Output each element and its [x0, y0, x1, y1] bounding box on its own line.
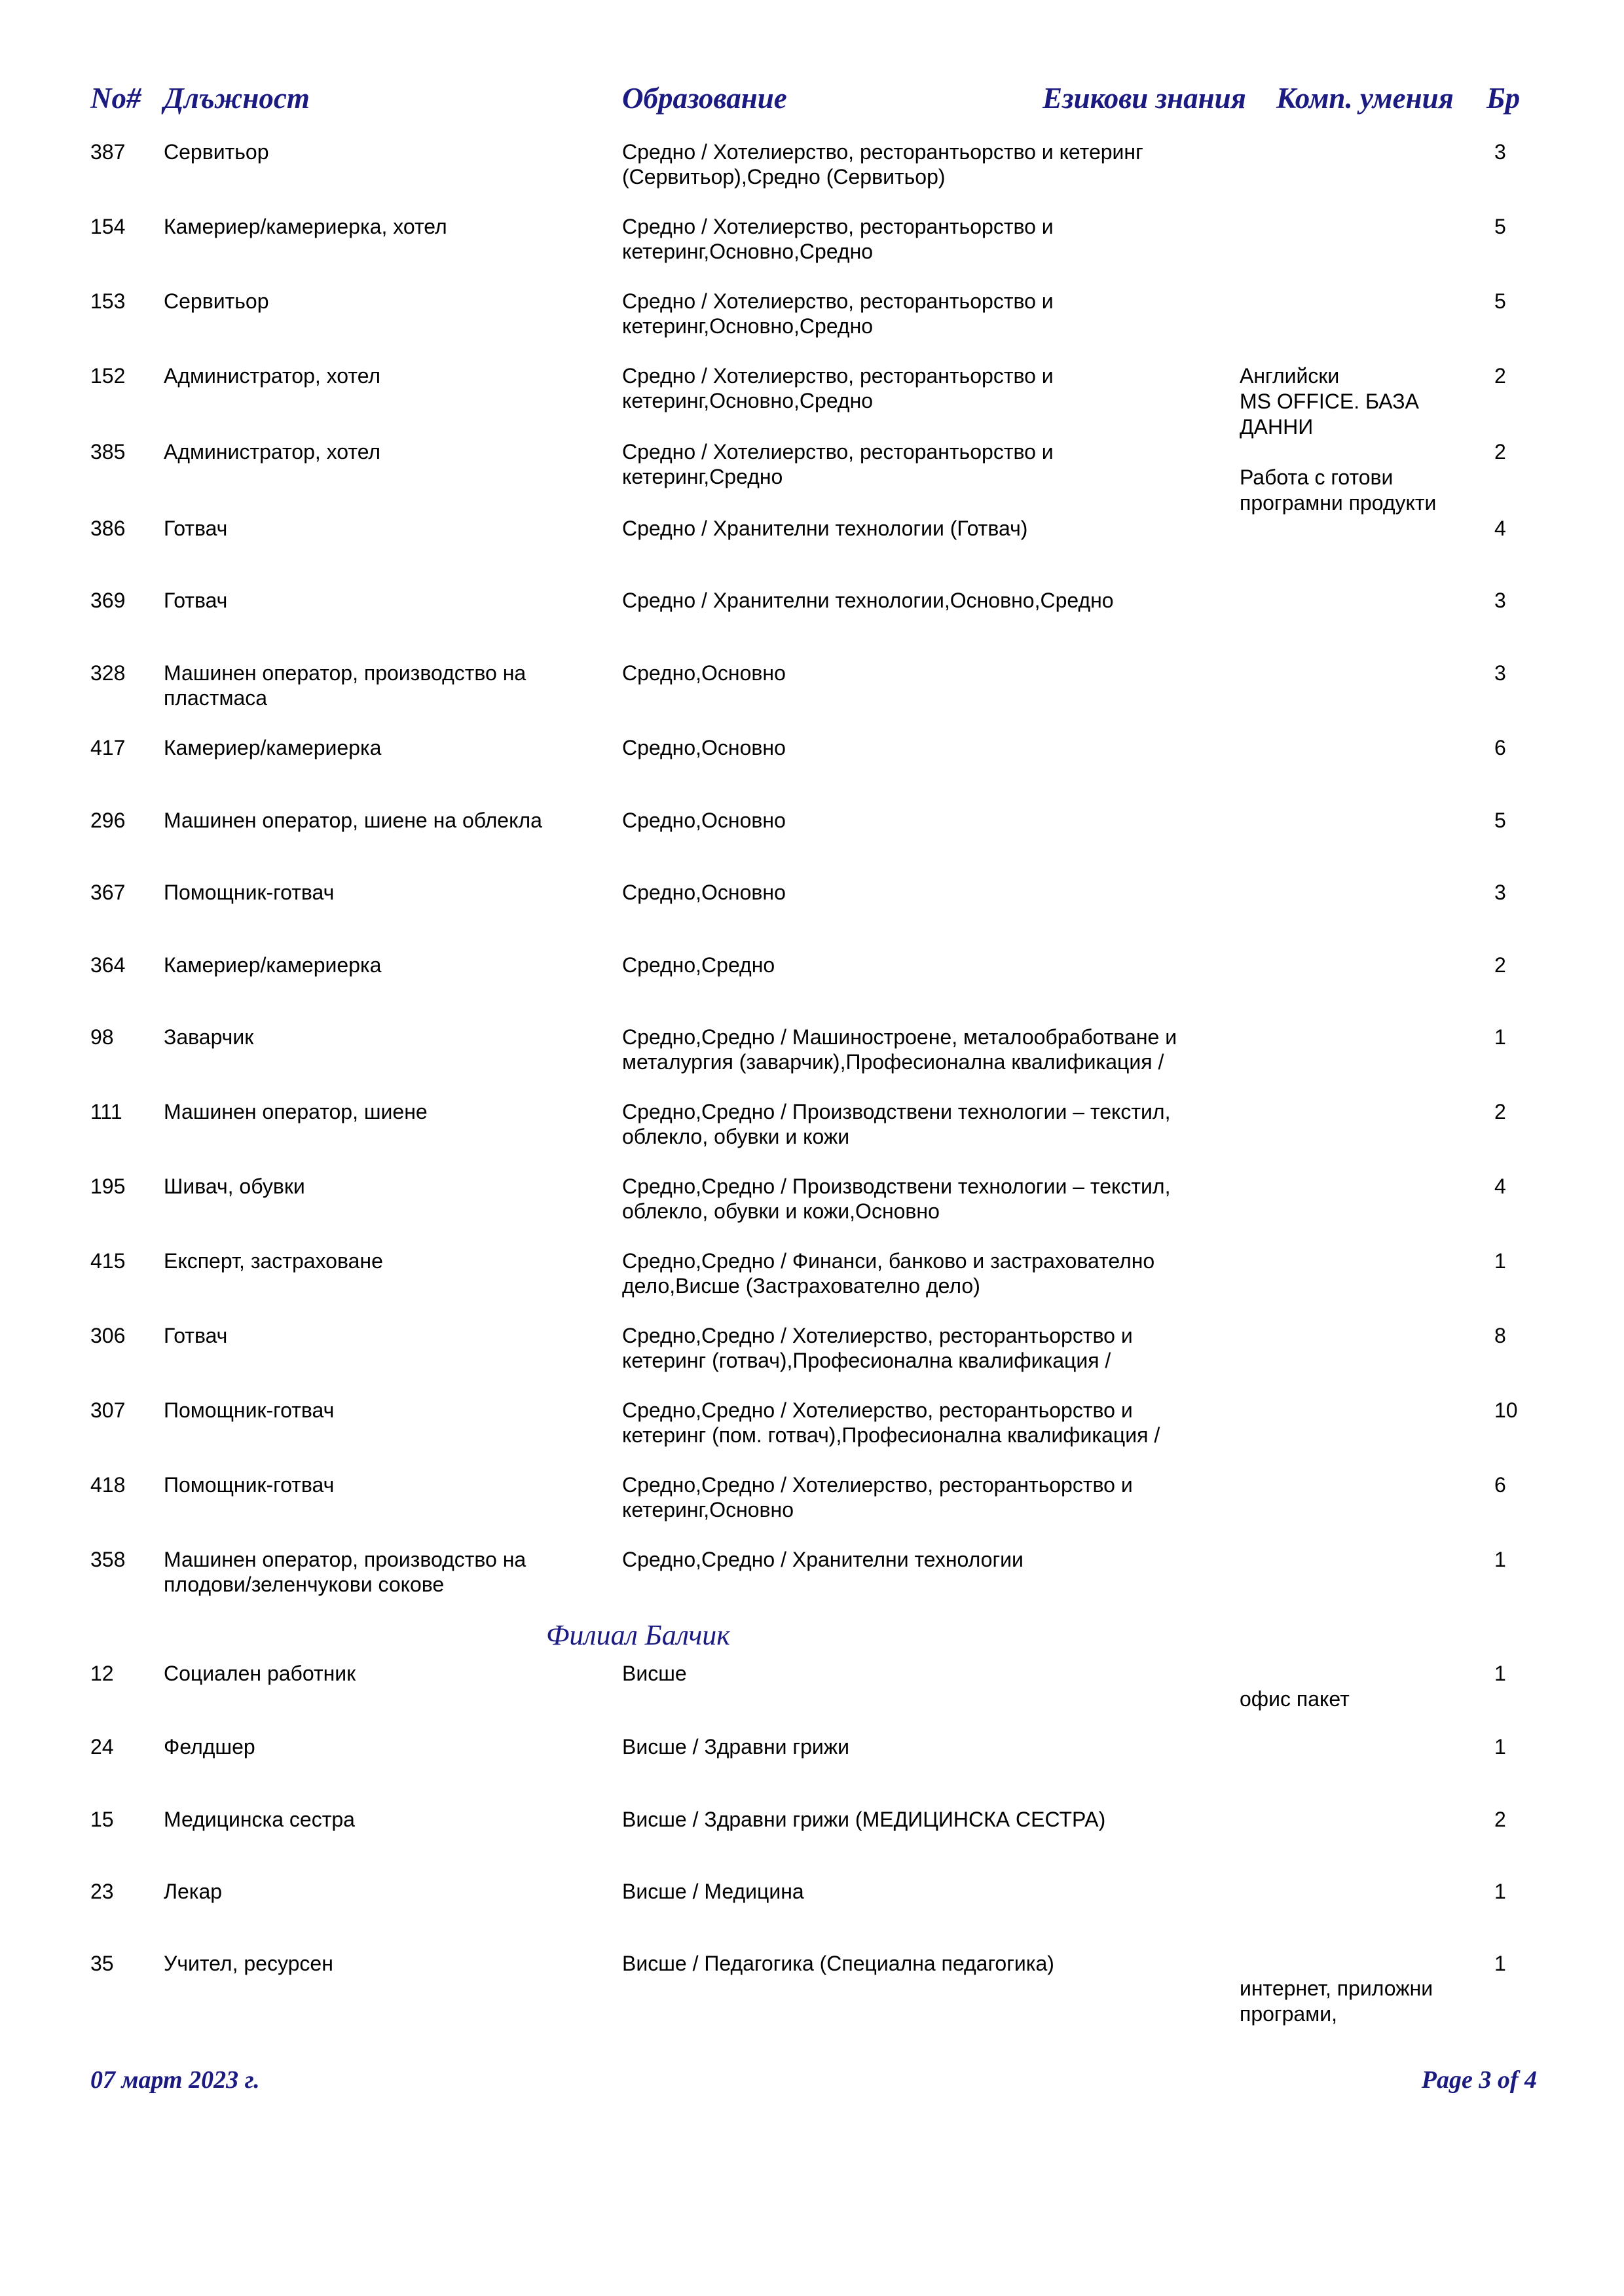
- row-number: 307: [90, 1398, 126, 1422]
- table-row: [0, 1734, 1624, 1800]
- branch-title: Филиал Балчик: [546, 1619, 730, 1651]
- row-number: 98: [90, 1025, 114, 1049]
- skills-note: Работа с готови: [1240, 465, 1393, 489]
- row-number: 415: [90, 1249, 126, 1273]
- row-position: Готвач: [164, 517, 228, 540]
- row-count: 1: [1494, 1735, 1506, 1758]
- skills-note: програми,: [1240, 2002, 1337, 2026]
- row-education: кетеринг (пом. готвач),Професионална квалификация /: [622, 1423, 1160, 1447]
- table-row: [0, 1174, 1624, 1246]
- table-row: [0, 1323, 1624, 1395]
- row-number: 111: [90, 1100, 122, 1123]
- row-position: Лекар: [164, 1880, 223, 1903]
- row-education: Средно / Хотелиерство, ресторантьорство и: [622, 364, 1054, 388]
- row-position: Камериер/камериерка: [164, 736, 382, 759]
- row-education: Средно,Основно: [622, 661, 786, 685]
- row-position: Машинен оператор, шиене: [164, 1100, 428, 1123]
- table-row: [0, 953, 1624, 1018]
- row-education: Средно,Средно / Машиностроене, металообработване и: [622, 1025, 1177, 1049]
- row-position: Готвач: [164, 589, 228, 612]
- row-position: Сервитьор: [164, 289, 269, 313]
- row-education: Средно,Основно: [622, 736, 786, 759]
- row-number: 367: [90, 881, 126, 904]
- table-row: [0, 588, 1624, 653]
- header-count: Бр: [1486, 82, 1521, 115]
- skills-note: офис пакет: [1240, 1687, 1350, 1711]
- row-position: Камериер/камериерка: [164, 953, 382, 977]
- row-count: 1: [1494, 1249, 1506, 1273]
- skills-note: ДАННИ: [1240, 415, 1314, 439]
- row-position: Машинен оператор, шиене на облекла: [164, 809, 542, 832]
- row-number: 23: [90, 1880, 114, 1903]
- table-row: [0, 1398, 1624, 1470]
- row-count: 5: [1494, 809, 1506, 832]
- row-education: Висше / Медицина: [622, 1880, 804, 1903]
- row-position: Заварчик: [164, 1025, 254, 1049]
- row-education: Средно,Средно: [622, 953, 775, 977]
- row-number: 15: [90, 1808, 114, 1831]
- row-education: (Сервитьор),Средно (Сервитьор): [622, 165, 946, 189]
- table-row: [0, 1248, 1624, 1321]
- row-education: дело,Висше (Застрахователно дело): [622, 1274, 980, 1298]
- row-education: Средно,Средно / Хотелиерство, ресторантьорство и: [622, 1473, 1133, 1497]
- row-number: 152: [90, 364, 126, 388]
- table-row: [0, 1025, 1624, 1097]
- row-education: Средно,Средно / Хранителни технологии: [622, 1548, 1024, 1571]
- row-number: 154: [90, 215, 126, 238]
- row-number: 12: [90, 1662, 114, 1685]
- row-number: 195: [90, 1175, 126, 1198]
- row-education: Средно / Хранителни технологии (Готвач): [622, 517, 1028, 540]
- table-row: [0, 139, 1624, 211]
- row-number: 296: [90, 809, 126, 832]
- row-number: 385: [90, 440, 126, 464]
- skills-note: Английски: [1240, 364, 1340, 388]
- row-number: 418: [90, 1473, 126, 1497]
- row-education: кетеринг (готвач),Професионална квалификация /: [622, 1349, 1111, 1372]
- row-education: Средно,Средно / Хотелиерство, ресторантьорство и: [622, 1324, 1133, 1347]
- row-education: Средно / Хотелиерство, ресторантьорство и: [622, 289, 1054, 313]
- footer-page-number: Page 3 of 4: [1421, 2066, 1537, 2094]
- header-no: No#: [90, 82, 141, 115]
- row-count: 5: [1494, 289, 1506, 313]
- row-count: 2: [1494, 440, 1506, 464]
- row-education: Средно,Основно: [622, 809, 786, 832]
- row-number: 387: [90, 140, 126, 164]
- row-position: Фелдшер: [164, 1735, 255, 1758]
- row-count: 3: [1494, 589, 1506, 612]
- row-position: Готвач: [164, 1324, 228, 1347]
- table-row: [0, 1879, 1624, 1944]
- row-count: 2: [1494, 364, 1506, 388]
- row-count: 5: [1494, 215, 1506, 238]
- row-count: 2: [1494, 1100, 1506, 1123]
- row-number: 328: [90, 661, 126, 685]
- table-row: [0, 214, 1624, 286]
- row-position: Медицинска сестра: [164, 1808, 355, 1831]
- row-position: Помощник-готвач: [164, 1473, 335, 1497]
- row-number: 386: [90, 517, 126, 540]
- row-education: Средно,Средно / Финанси, банково и застрахователно: [622, 1249, 1155, 1273]
- row-number: 417: [90, 736, 126, 759]
- row-number: 24: [90, 1735, 114, 1758]
- table-row: [0, 516, 1624, 581]
- row-count: 1: [1494, 1548, 1506, 1571]
- table-row: [0, 735, 1624, 801]
- row-count: 3: [1494, 140, 1506, 164]
- row-count: 1: [1494, 1880, 1506, 1903]
- row-education: Средно / Хотелиерство, ресторантьорство и: [622, 215, 1054, 238]
- table-row: [0, 1099, 1624, 1171]
- table-row: [0, 880, 1624, 945]
- row-education: кетеринг,Основно,Средно: [622, 389, 874, 412]
- row-count: 6: [1494, 1473, 1506, 1497]
- row-education: кетеринг,Основно,Средно: [622, 240, 874, 263]
- row-position: Помощник-готвач: [164, 1398, 335, 1422]
- row-position: Машинен оператор, производство на: [164, 661, 526, 685]
- row-position: Помощник-готвач: [164, 881, 335, 904]
- skills-note: интернет, приложни: [1240, 1977, 1433, 2000]
- row-number: 358: [90, 1548, 126, 1571]
- row-count: 1: [1494, 1662, 1506, 1685]
- row-count: 6: [1494, 736, 1506, 759]
- row-position: Камериер/камериерка, хотел: [164, 215, 447, 238]
- row-position: Шивач, обувки: [164, 1175, 305, 1198]
- row-education: Висше: [622, 1662, 687, 1685]
- row-education: металургия (заварчик),Професионална квалификация /: [622, 1050, 1164, 1074]
- row-education: Висше / Педагогика (Специална педагогика): [622, 1952, 1054, 1975]
- row-number: 306: [90, 1324, 126, 1347]
- row-education: Средно,Средно / Производствени технологии – текстил,: [622, 1100, 1171, 1123]
- row-count: 1: [1494, 1952, 1506, 1975]
- row-education: Средно,Средно / Производствени технологии – текстил,: [622, 1175, 1171, 1198]
- row-education: Висше / Здравни грижи: [622, 1735, 850, 1758]
- row-count: 10: [1494, 1398, 1518, 1422]
- row-number: 35: [90, 1952, 114, 1975]
- row-count: 2: [1494, 953, 1506, 977]
- skills-note: програмни продукти: [1240, 491, 1437, 515]
- table-row: [0, 1472, 1624, 1544]
- row-count: 2: [1494, 1808, 1506, 1831]
- row-education: кетеринг,Основно,Средно: [622, 314, 874, 338]
- row-count: 3: [1494, 661, 1506, 685]
- row-count: 8: [1494, 1324, 1506, 1347]
- row-position: Учител, ресурсен: [164, 1952, 333, 1975]
- row-education: облекло, обувки и кожи: [622, 1125, 850, 1148]
- row-count: 4: [1494, 1175, 1506, 1198]
- row-number: 369: [90, 589, 126, 612]
- table-row: [0, 1661, 1624, 1726]
- row-count: 3: [1494, 881, 1506, 904]
- table-row: [0, 1807, 1624, 1872]
- row-position: Администратор, хотел: [164, 364, 381, 388]
- row-education: облекло, обувки и кожи,Основно: [622, 1199, 940, 1223]
- table-row: [0, 289, 1624, 361]
- row-number: 364: [90, 953, 126, 977]
- header-languages: Езикови знания: [1043, 82, 1246, 115]
- row-education: Средно / Хранителни технологии,Основно,Средно: [622, 589, 1114, 612]
- row-education: кетеринг,Основно: [622, 1498, 794, 1522]
- table-row: [0, 661, 1624, 733]
- row-position: Администратор, хотел: [164, 440, 381, 464]
- row-position: Машинен оператор, производство на: [164, 1548, 526, 1571]
- row-education: Средно / Хотелиерство, ресторантьорство и кетеринг: [622, 140, 1143, 164]
- row-education: Висше / Здравни грижи (МЕДИЦИНСКА СЕСТРА): [622, 1808, 1106, 1831]
- footer-date: 07 март 2023 г.: [90, 2066, 260, 2094]
- header-education: Образование: [622, 82, 787, 115]
- row-education: Средно,Основно: [622, 881, 786, 904]
- row-position: плодови/зеленчукови сокове: [164, 1573, 445, 1596]
- row-count: 4: [1494, 517, 1506, 540]
- header-computer-skills: Комп. умения: [1276, 82, 1454, 115]
- skills-note: MS OFFICE. БАЗА: [1240, 390, 1419, 413]
- table-row: [0, 808, 1624, 873]
- row-education: Средно,Средно / Хотелиерство, ресторантьорство и: [622, 1398, 1133, 1422]
- row-position: Експерт, застраховане: [164, 1249, 383, 1273]
- table-row: [0, 1547, 1624, 1619]
- row-position: Сервитьор: [164, 140, 269, 164]
- row-number: 153: [90, 289, 126, 313]
- row-count: 1: [1494, 1025, 1506, 1049]
- header-position: Длъжност: [164, 82, 310, 115]
- row-education: кетеринг,Средно: [622, 465, 783, 488]
- row-education: Средно / Хотелиерство, ресторантьорство и: [622, 440, 1054, 464]
- row-position: пластмаса: [164, 686, 268, 710]
- row-position: Социален работник: [164, 1662, 356, 1685]
